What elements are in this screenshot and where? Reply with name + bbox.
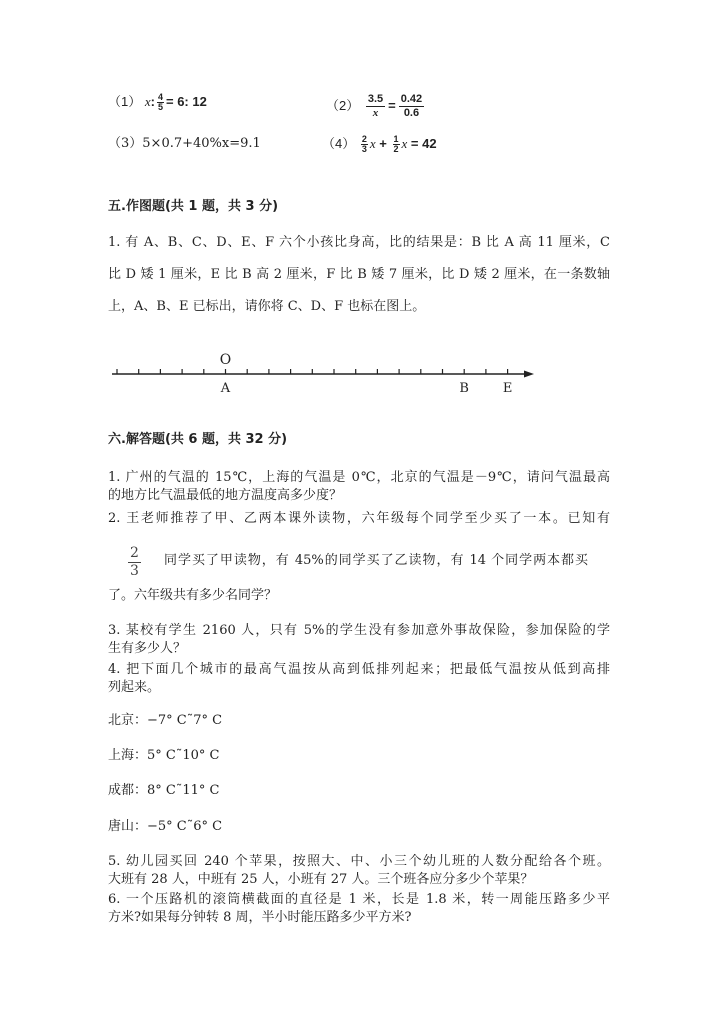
city-temp: 成都：8° C˜11° C (108, 783, 220, 798)
s6-q3-line: 生有多少人？ (108, 641, 187, 656)
s6-q2-line: 同学买了甲读物，有 45%的同学买了乙读物，有 14 个同学两本都买 (164, 553, 588, 568)
equation-2: （2） $\frac{3.5}{x}$ = $\frac{0.42}{0.6}$ (326, 93, 423, 119)
point-label-e: E (502, 381, 513, 396)
s6-q3-line: 3. 某校有学生 2160 人，只有 5%的学生没有参加意外事故保险，参加保险的学 (108, 623, 610, 638)
section-6-title: 六.解答题(共 6 题，共 32 分) (108, 432, 288, 447)
s6-q4-line: 4. 把下面几个城市的最高气温按从高到低排列起来；把最低气温按从低到高排 (108, 662, 610, 677)
s5-q1-line: 比 D 矮 1 厘米，E 比 B 高 2 厘米，F 比 B 矮 7 厘米，比 D 矮 2 厘米，在一条数轴 (108, 267, 610, 282)
s6-q2-line: 2. 王老师推荐了甲、乙两本课外读物，六年级每个同学至少买了一本。已知有 (108, 511, 610, 526)
s6-q6-line: 6. 一个压路机的滚筒横截面的直径是 1 米，长是 1.8 米，转一周能压路多少平 (108, 892, 610, 907)
s6-q1-line: 的地方比气温最低的地方温度高多少度？ (108, 488, 343, 503)
origin-label: O (219, 352, 232, 368)
s6-q6-line: 方米?如果每分钟转 8 周，半小时能压路多少平方米? (108, 910, 412, 925)
number-line (0, 345, 720, 400)
point-label-b: B (459, 381, 469, 396)
s6-q1-line: 1. 广州的气温的 15℃，上海的气温是 0℃，北京的气温是－9℃，请问气温最高 (108, 470, 610, 485)
s6-q2-line: 了。六年级共有多少名同学？ (108, 588, 278, 603)
section-5-title: 五.作图题(共 1 题，共 3 分) (108, 199, 279, 214)
s5-q1-line: 上，A、B、E 已标出，请你将 C、D、F 也标在图上。 (108, 299, 426, 314)
city-temp: 上海：5° C˜10° C (108, 748, 220, 763)
city-temp: 北京：−7° C˜7° C (108, 713, 223, 728)
equation-4: （4） $\frac{2}{3}$ x + $\frac{1}{2}$ x = 42 (322, 134, 437, 155)
s5-q1-line: 1. 有 A、B、C、D、E、F 六个小孩比身高，比的结果是：B 比 A 高 11 厘米，C (108, 235, 610, 250)
city-temp: 唐山：−5° C˜6° C (108, 819, 223, 834)
s6-q4-line: 列起来。 (108, 680, 161, 695)
equation-1: （1） x: $\frac{4}{5}$ = 6: 12 (108, 92, 207, 113)
point-label-a: A (220, 381, 231, 396)
fraction-two-thirds: 2 3 (130, 545, 139, 579)
s6-q5-line: 5. 幼儿园买回 240 个苹果，按照大、中、小三个幼儿班的人数分配给各个班。 (108, 854, 610, 869)
equation-3: （3）5×0.7+40%x=9.1 (108, 136, 261, 151)
arrow-icon (524, 371, 534, 378)
s6-q5-line: 大班有 28 人，中班有 25 人，小班有 27 人。三个班各应分多少个苹果？ (108, 872, 534, 887)
